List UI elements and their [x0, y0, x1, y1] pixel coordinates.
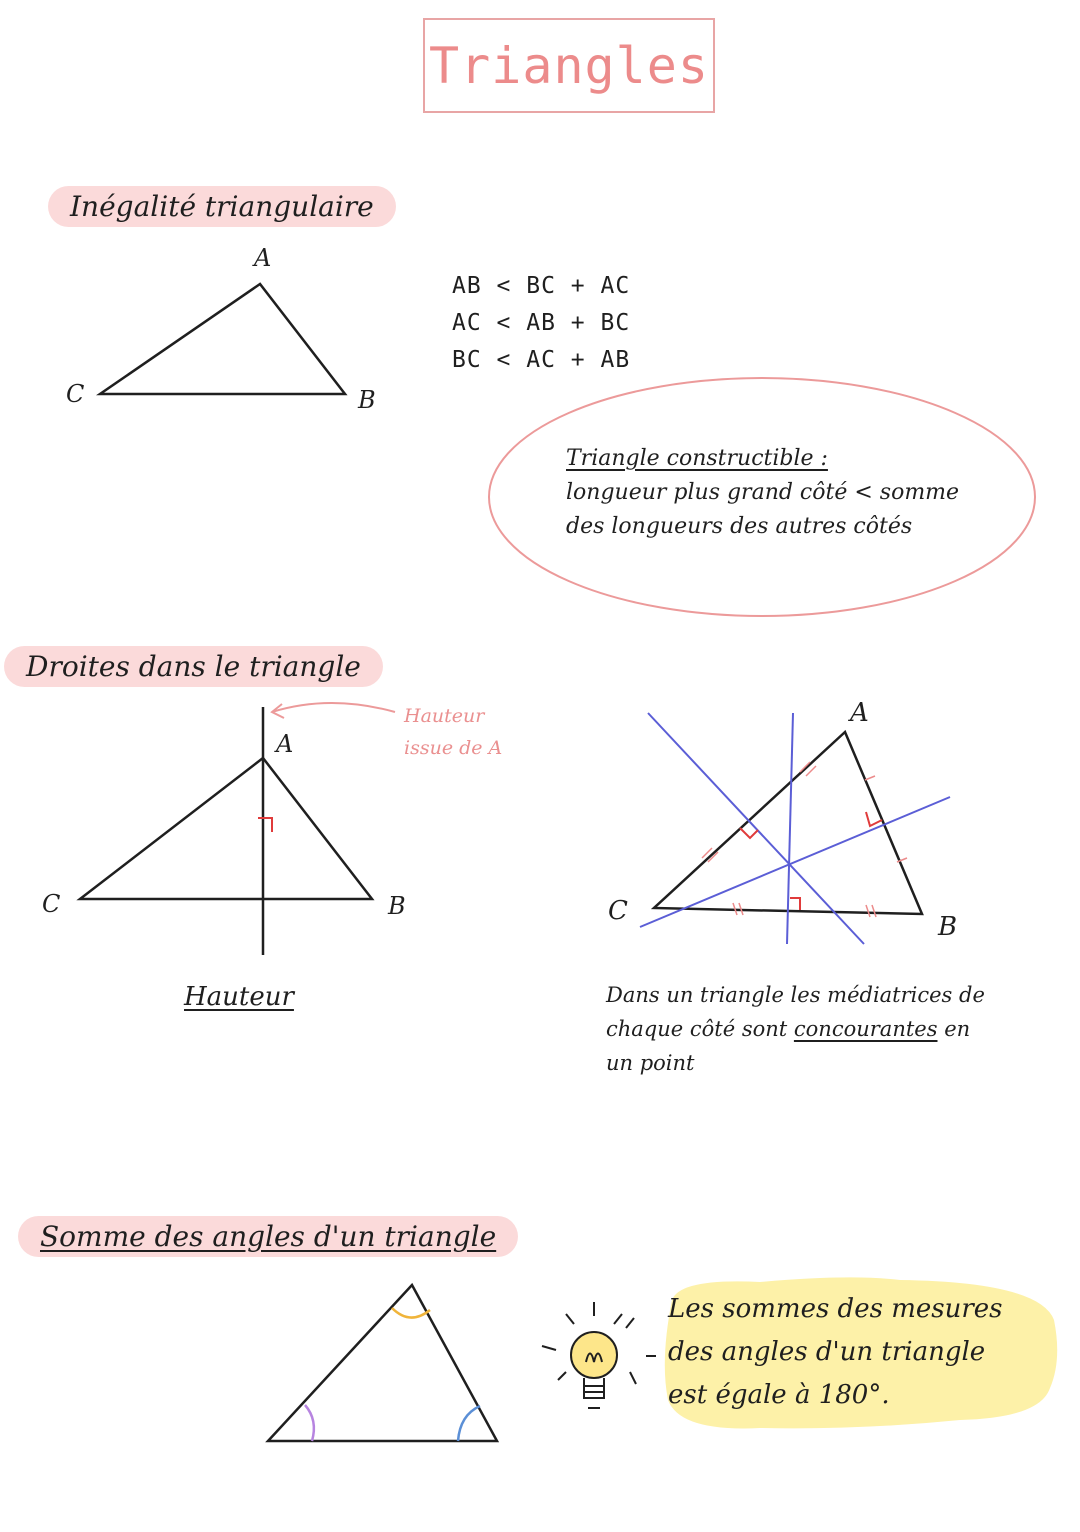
- section-heading-triangle-inequality: Inégalité triangulaire: [48, 186, 396, 227]
- bisector-text-line-1: Dans un triangle les médiatrices de: [606, 983, 985, 1007]
- annotation-line-1: Hauteur: [404, 705, 485, 727]
- angle-sum-fact: [668, 1288, 1002, 1417]
- note-line-1: longueur plus grand côté < somme: [566, 480, 960, 505]
- inequality-3: BC < AC + AB: [452, 347, 631, 373]
- fact-line-2: des angles d'un triangle: [668, 1337, 986, 1367]
- point-c-label-2: C: [42, 890, 61, 918]
- note-line-2: des longueurs des autres côtés: [566, 514, 913, 539]
- altitude-caption: Hauteur: [184, 982, 294, 1012]
- note-title: Triangle constructible :: [566, 446, 828, 471]
- point-a-label: A: [254, 244, 272, 272]
- inequality-1: AB < BC + AC: [452, 273, 631, 299]
- altitude-triangle-figure: [80, 758, 372, 899]
- concourantes-word: concourantes: [793, 1017, 938, 1041]
- point-c-label: C: [66, 380, 85, 408]
- bisector-text-line-3: un point: [606, 1051, 695, 1075]
- angle-sum-triangle-figure: [268, 1285, 497, 1441]
- angle-arc-left: [305, 1405, 314, 1441]
- annotation-line-2: issue de A: [404, 737, 503, 759]
- point-b-label-3: B: [938, 912, 958, 942]
- triangle-inequality-figure: [100, 284, 345, 394]
- equal-length-ticks: [702, 762, 907, 917]
- section-heading-lines-in-triangle: Droites dans le triangle: [4, 646, 383, 687]
- bisector-line-2: [787, 713, 793, 944]
- inequality-2: AC < AB + BC: [452, 310, 631, 336]
- right-angle-mark-4: [790, 898, 800, 910]
- bisector-text-line-2: [606, 1012, 985, 1046]
- bisector-text-segment-2: en: [944, 1017, 971, 1041]
- lightbulb-icon: [542, 1302, 656, 1408]
- altitude-annotation: [404, 700, 502, 764]
- annotation-arrow: [272, 703, 395, 712]
- right-angle-mark: [258, 818, 272, 832]
- point-a-label-2: A: [276, 730, 294, 758]
- bisector-text: [606, 978, 985, 1080]
- point-c-label-3: C: [608, 896, 628, 926]
- right-angle-mark-2: [740, 828, 758, 838]
- point-a-label-3: A: [850, 698, 869, 728]
- fact-line-3: est égale à 180°.: [668, 1380, 890, 1410]
- constructible-note: [566, 442, 959, 544]
- page-title: Triangles: [423, 18, 715, 113]
- inequality-list: [452, 268, 630, 379]
- point-b-label: B: [358, 386, 376, 414]
- fact-line-1: Les sommes des mesures: [668, 1294, 1003, 1324]
- point-b-label-2: B: [388, 892, 406, 920]
- angle-arc-right: [458, 1406, 480, 1441]
- bisector-line-3: [640, 797, 950, 927]
- bisector-text-segment: chaque côté sont: [606, 1017, 788, 1041]
- section-heading-angle-sum: Somme des angles d'un triangle: [18, 1216, 518, 1257]
